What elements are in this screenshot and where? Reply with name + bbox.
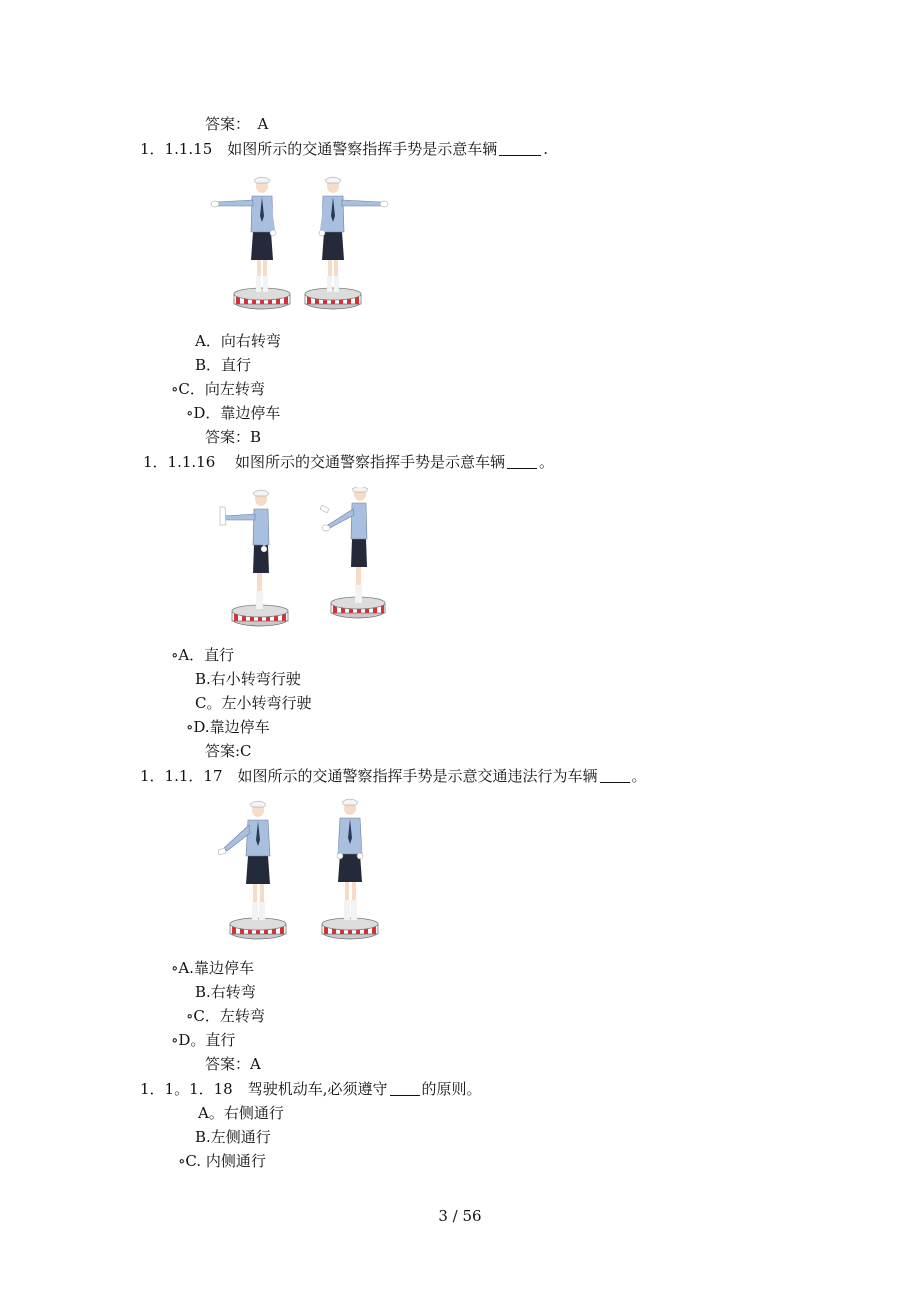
question-end: 。 xyxy=(539,453,555,471)
answer-17: 答案：A xyxy=(205,1055,261,1073)
answer-blank xyxy=(600,768,630,783)
option-b: B.右转弯 xyxy=(195,983,256,1001)
option-c: C。左小转弯行驶 xyxy=(195,694,312,712)
police-gesture-figure-1-1-17 xyxy=(210,798,400,943)
question-text: 1．1.1．17 如图所示的交通警察指挥手势是示意交通违法行为车辆 xyxy=(140,767,598,785)
traffic-police-officer-left xyxy=(220,490,288,626)
option-c: ∘C．左转弯 xyxy=(186,1007,265,1025)
traffic-police-officer-left xyxy=(218,801,286,939)
question-end: . xyxy=(543,140,549,158)
option-b: B.右小转弯行驶 xyxy=(195,670,301,688)
page-number: 3 / 56 xyxy=(438,1207,482,1225)
answer-14: 答案： A xyxy=(205,115,269,133)
answer-15: 答案：B xyxy=(205,428,262,446)
traffic-police-officer-right xyxy=(305,177,388,309)
question-1-1-16 xyxy=(143,453,554,471)
option-a: A．向右转弯 xyxy=(195,332,281,350)
question-text: 1．1.1.16 如图所示的交通警察指挥手势是示意车辆 xyxy=(143,453,506,471)
option-b: B．直行 xyxy=(195,356,252,374)
option-a: ∘A．直行 xyxy=(171,646,235,664)
option-b: B.左侧通行 xyxy=(195,1128,271,1146)
question-1-1-18 xyxy=(140,1080,482,1098)
police-gesture-figure-1-1-15 xyxy=(205,172,395,317)
option-d: ∘D．靠边停车 xyxy=(186,404,281,422)
answer-blank xyxy=(507,454,537,469)
answer-blank xyxy=(390,1081,420,1096)
police-gesture-figure-1-1-16 xyxy=(210,487,400,632)
question-text: 1．1.1.15 如图所示的交通警察指挥手势是示意车辆 xyxy=(140,140,498,158)
option-a: A。右侧通行 xyxy=(198,1104,284,1122)
traffic-police-officer-right xyxy=(322,799,378,939)
answer-blank xyxy=(499,141,541,156)
question-1-1-17 xyxy=(140,767,647,785)
option-c: ∘C. 内侧通行 xyxy=(178,1152,266,1170)
question-end: 的原则。 xyxy=(421,1080,482,1098)
option-c: ∘C．向左转弯 xyxy=(171,380,265,398)
option-a: ∘A.靠边停车 xyxy=(171,959,254,977)
question-1-1-15 xyxy=(140,140,548,158)
question-end: 。 xyxy=(631,767,647,785)
option-d: ∘D.靠边停车 xyxy=(186,718,270,736)
traffic-police-officer-right xyxy=(320,487,385,618)
answer-16: 答案:C xyxy=(205,742,252,760)
option-d: ∘D。直行 xyxy=(171,1031,236,1049)
question-text: 1．1。1．18 驾驶机动车,必须遵守 xyxy=(140,1080,388,1098)
traffic-police-officer-left xyxy=(211,177,290,309)
